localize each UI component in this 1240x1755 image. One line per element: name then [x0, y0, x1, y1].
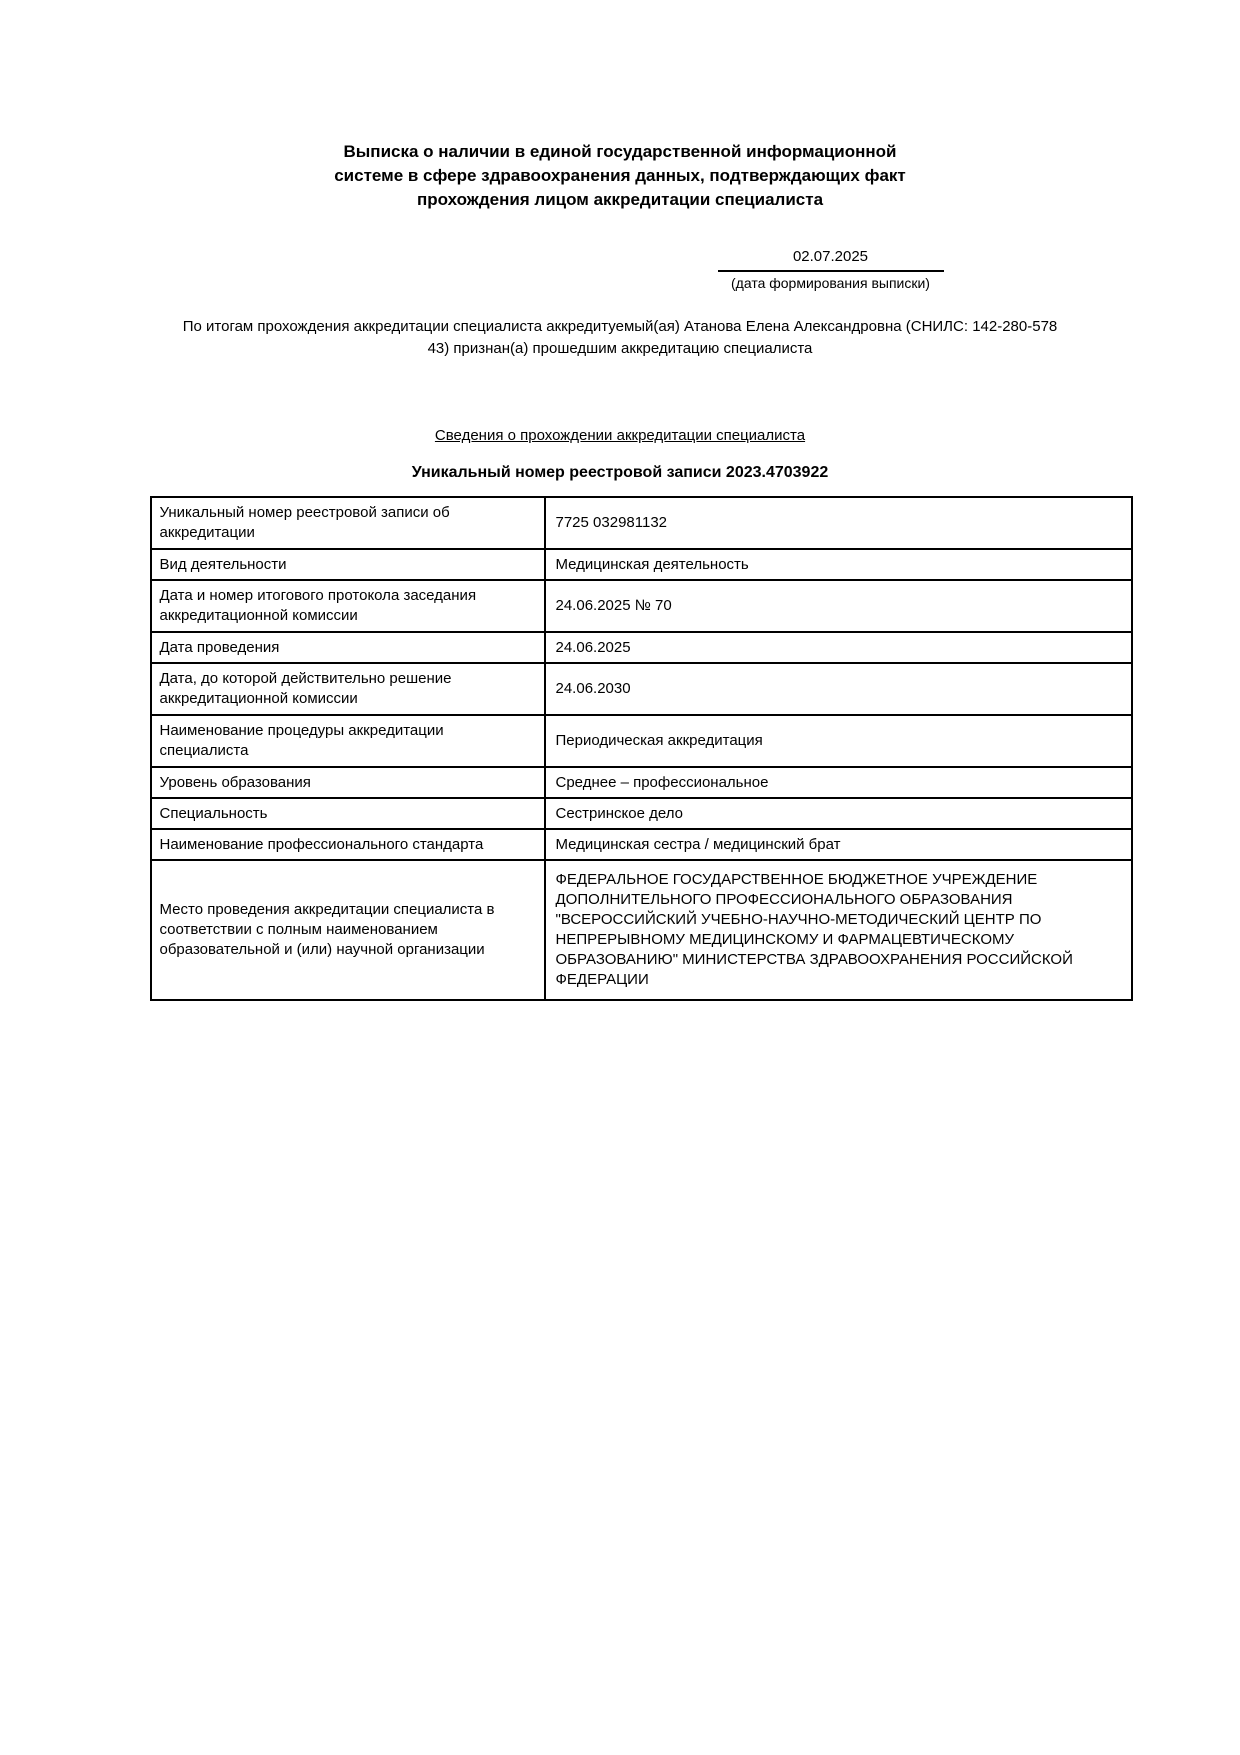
intro-line: По итогам прохождения аккредитации специалиста аккредитуемый(ая) Атанова Елена Александровна (СНИЛС: 142-280-578 — [182, 318, 1058, 335]
row-label-cell: Место проведения аккредитации специалиста в соответствии с полным наименованием образовательной и (или) научной организации — [151, 860, 545, 1000]
row-label-cell: Дата проведения — [151, 632, 545, 663]
table-row — [151, 860, 1132, 1000]
row-label-cell: Уровень образования — [151, 767, 545, 798]
row-label-cell: Дата и номер итогового протокола заседания аккредитационной комиссии — [151, 580, 545, 632]
table-row — [151, 829, 1132, 860]
document-title — [150, 140, 1091, 212]
title-line: прохождения лицом аккредитации специалиста — [416, 190, 824, 209]
extract-date-block — [718, 248, 944, 292]
row-value-cell: Сестринское дело — [545, 798, 1132, 829]
page — [150, 140, 1091, 1001]
table-row — [151, 715, 1132, 767]
row-value-cell: Среднее – профессиональное — [545, 767, 1132, 798]
row-value-cell: 7725 032981132 — [545, 497, 1132, 549]
row-value-cell: Периодическая аккредитация — [545, 715, 1132, 767]
intro-paragraph — [150, 316, 1091, 360]
accreditation-table-body — [151, 497, 1132, 1000]
row-value-cell: 24.06.2025 № 70 — [545, 580, 1132, 632]
table-row — [151, 497, 1132, 549]
table-row — [151, 663, 1132, 715]
row-value-cell: Медицинская сестра / медицинский брат — [545, 829, 1132, 860]
title-line: системе в сфере здравоохранения данных, подтверждающих факт — [334, 166, 906, 185]
row-value-cell: 24.06.2030 — [545, 663, 1132, 715]
extract-date-value: 02.07.2025 — [718, 248, 944, 272]
registry-number-heading: Уникальный номер реестровой записи 2023.4703922 — [411, 464, 829, 481]
row-label-cell: Специальность — [151, 798, 545, 829]
table-row — [151, 580, 1132, 632]
row-label-cell: Дата, до которой действительно решение аккредитационной комиссии — [151, 663, 545, 715]
accreditation-table — [150, 496, 1133, 1001]
row-value-cell: ФЕДЕРАЛЬНОЕ ГОСУДАРСТВЕННОЕ БЮДЖЕТНОЕ УЧРЕЖДЕНИЕ ДОПОЛНИТЕЛЬНОГО ПРОФЕССИОНАЛЬНОГО ОБРАЗОВАНИЯ "ВСЕРОССИЙСКИЙ УЧЕБНО-НАУЧНО-МЕТОДИЧЕСКИЙ ЦЕНТР ПО НЕПРЕРЫВНОМУ МЕДИЦИНСКОМУ И ФАРМАЦЕВТИЧЕСКОМУ ОБРАЗОВАНИЮ" МИНИСТЕРСТВА ЗДРАВООХРАНЕНИЯ РОССИЙСКОЙ ФЕДЕРАЦИИ — [545, 860, 1132, 1000]
title-line: Выписка о наличии в единой государственной информационной — [343, 142, 897, 161]
extract-date-caption: (дата формирования выписки) — [731, 275, 930, 291]
row-value-cell: Медицинская деятельность — [545, 549, 1132, 580]
section-heading: Сведения о прохождении аккредитации специалиста — [434, 427, 806, 444]
row-label-cell: Наименование профессионального стандарта — [151, 829, 545, 860]
row-label-cell: Уникальный номер реестровой записи об аккредитации — [151, 497, 545, 549]
row-label-cell: Вид деятельности — [151, 549, 545, 580]
table-row — [151, 549, 1132, 580]
table-row — [151, 632, 1132, 663]
row-label-cell: Наименование процедуры аккредитации специалиста — [151, 715, 545, 767]
table-row — [151, 798, 1132, 829]
row-value-cell: 24.06.2025 — [545, 632, 1132, 663]
intro-line: 43) признан(а) прошедшим аккредитацию специалиста — [427, 340, 813, 357]
table-row — [151, 767, 1132, 798]
